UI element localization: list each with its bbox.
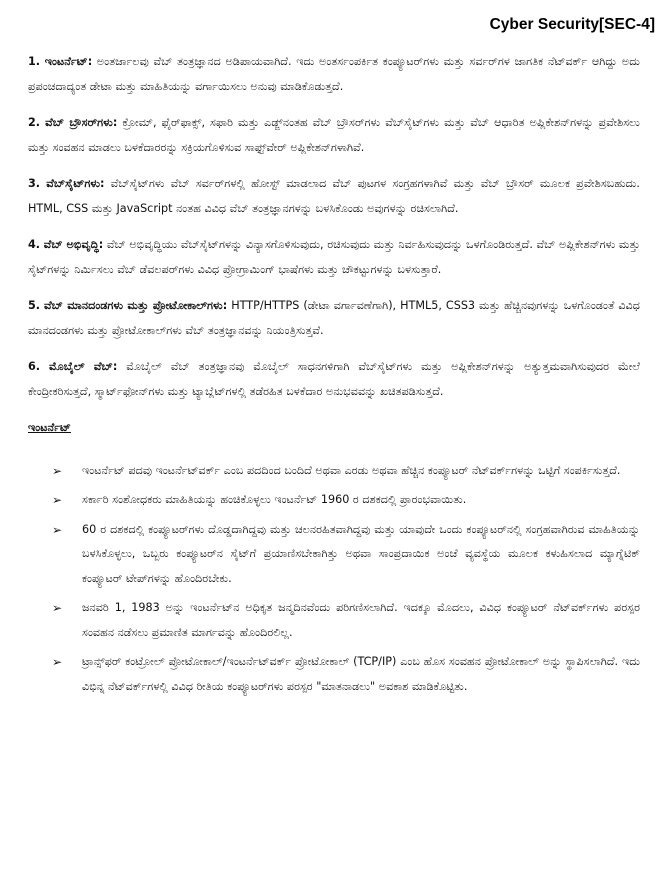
arrowhead-bullet-icon: ➢ xyxy=(52,655,63,669)
paragraph-number: 6. xyxy=(28,360,41,373)
paragraph-term: ವೆಬ್ ಬ್ರೌಸರ್‌ಗಳು: xyxy=(45,116,118,129)
paragraph-web-standards xyxy=(28,294,640,343)
list-item-text: ಜನವರಿ 1, 1983 ಅನ್ನು ಇಂಟರ್ನೆಟ್‌ನ ಅಧಿಕೃತ ಜನ್ಮದಿನವೆಂದು ಪರಿಗಣಿಸಲಾಗಿದೆ. ಇದಕ್ಕೂ ಮೊದಲು, ವಿವಿಧ ಕಂಪ್ಯೂಟರ್ ನೆಟ್‌ವರ್ಕ್‌ಗಳು ಪರಸ್ಪರ ಸಂವಹನ ನಡೆಸಲು ಪ್ರಮಾಣಿತ ಮಾರ್ಗವನ್ನು ಹೊಂದಿರಲಿಲ್ಲ. xyxy=(82,601,640,639)
paragraph-mobile-web xyxy=(28,355,640,404)
paragraph-text: HTTP/HTTPS (ಡೇಟಾ ವರ್ಗಾವಣೆಗಾಗಿ), HTML5, CSS3 ಮತ್ತು ಹೆಚ್ಚಿನವುಗಳನ್ನು ಒಳಗೊಂಡಂತೆ ವಿವಿಧ ಮಾನದಂಡಗಳು ಮತ್ತು ಪ್ರೋಟೋಕಾಲ್‌ಗಳು ವೆಬ್ ತಂತ್ರಜ್ಞಾನವನ್ನು ನಿಯಂತ್ರಿಸುತ್ತವೆ. xyxy=(28,299,640,337)
list-item xyxy=(52,518,640,592)
paragraph-term: ವೆಬ್ ಮಾನದಂಡಗಳು ಮತ್ತು ಪ್ರೋಟೋಕಾಲ್‌ಗಳು: xyxy=(44,299,228,312)
paragraph-number: 3. xyxy=(28,177,41,190)
list-item xyxy=(52,459,640,484)
page-header-title: Cyber Security[SEC-4] xyxy=(489,16,655,33)
arrowhead-bullet-icon: ➢ xyxy=(52,601,63,615)
paragraph-text: ವೆಬ್‌ಸೈಟ್‌ಗಳು ವೆಬ್ ಸರ್ವರ್‌ಗಳಲ್ಲಿ ಹೋಸ್ಟ್ ಮಾಡಲಾದ ವೆಬ್ ಪುಟಗಳ ಸಂಗ್ರಹಗಳಾಗಿವೆ ಮತ್ತು ವೆಬ್ ಬ್ರೌಸರ್ ಮೂಲಕ ಪ್ರವೇಶಿಸಬಹುದು. HTML, CSS ಮತ್ತು JavaScript ನಂತಹ ವಿವಿಧ ವೆಬ್ ತಂತ್ರಜ್ಞಾನಗಳನ್ನು ಬಳಸಿಕೊಂಡು ಅವುಗಳನ್ನು ರಚಿಸಲಾಗಿದೆ. xyxy=(28,177,640,215)
internet-bullet-list xyxy=(28,459,640,700)
list-item-text: 60 ರ ದಶಕದಲ್ಲಿ ಕಂಪ್ಯೂಟರ್‌ಗಳು ದೊಡ್ಡದಾಗಿದ್ದವು ಮತ್ತು ಚಲನರಹಿತವಾಗಿದ್ದವು ಮತ್ತು ಯಾವುದೇ ಒಂದು ಕಂಪ್ಯೂಟರ್‌ನಲ್ಲಿ ಸಂಗ್ರಹವಾಗಿರುವ ಮಾಹಿತಿಯನ್ನು ಬಳಸಿಕೊಳ್ಳಲು, ಒಬ್ಬರು ಕಂಪ್ಯೂಟರ್‌ನ ಸೈಟ್‌ಗೆ ಪ್ರಯಾಣಿಸಬೇಕಾಗಿತ್ತು ಅಥವಾ ಸಾಂಪ್ರದಾಯಿಕ ಅಂಚೆ ವ್ಯವಸ್ಥೆಯ ಮೂಲಕ ಕಳುಹಿಸಲಾದ ಮ್ಯಾಗ್ನೆಟಿಕ್ ಕಂಪ್ಯೂಟರ್ ಟೇಪ್‌ಗಳನ್ನು ಹೊಂದಿರಬೇಕು. xyxy=(82,522,640,585)
paragraph-term: ವೆಬ್‌ಸೈಟ್‌ಗಳು: xyxy=(46,177,105,190)
paragraph-number: 4. xyxy=(28,238,41,251)
paragraph-number: 2. xyxy=(28,116,41,129)
list-item xyxy=(52,596,640,645)
paragraph-term: ಇಂಟರ್ನೆಟ್: xyxy=(44,55,93,68)
paragraph-text: ವೆಬ್ ಅಭಿವೃದ್ಧಿಯು ವೆಬ್‌ಸೈಟ್‌ಗಳನ್ನು ವಿನ್ಯಾಸಗೊಳಿಸುವುದು, ರಚಿಸುವುದು ಮತ್ತು ನಿರ್ವಹಿಸುವುದನ್ನು ಒಳಗೊಂಡಿರುತ್ತದೆ. ವೆಬ್ ಅಪ್ಲಿಕೇಶನ್‌ಗಳು ಮತ್ತು ಸೈಟ್‌ಗಳನ್ನು ನಿರ್ಮಿಸಲು ವೆಬ್ ಡೆವಲಪರ್‌ಗಳು ವಿವಿಧ ಪ್ರೋಗ್ರಾಮಿಂಗ್ ಭಾಷೆಗಳು ಮತ್ತು ಚೌಕಟ್ಟುಗಳನ್ನು ಬಳಸುತ್ತಾರೆ. xyxy=(28,238,640,276)
list-item-text: ಟ್ರಾನ್ಸ್‌ಫರ್ ಕಂಟ್ರೋಲ್ ಪ್ರೋಟೋಕಾಲ್/ಇಂಟರ್ನೆಟ್‌ವರ್ಕ್ ಪ್ರೋಟೋಕಾಲ್ (TCP/IP) ಎಂಬ ಹೊಸ ಸಂವಹನ ಪ್ರೋಟೋಕಾಲ್ ಅನ್ನು ಸ್ಥಾಪಿಸಲಾಗಿದೆ. ಇದು ವಿಭಿನ್ನ ನೆಟ್‌ವರ್ಕ್‌ಗಳಲ್ಲಿ ವಿವಿಧ ರೀತಿಯ ಕಂಪ್ಯೂಟರ್‌ಗಳು ಪರಸ್ಪರ "ಮಾತನಾಡಲು" ಅವಕಾಶ ಮಾಡಿಕೊಟ್ಟಿತು. xyxy=(82,655,640,693)
paragraph-web-browsers xyxy=(28,111,640,160)
paragraph-number: 1. xyxy=(28,55,41,68)
paragraph-term: ವೆಬ್ ಅಭಿವೃದ್ಧಿ: xyxy=(43,238,104,251)
paragraph-websites xyxy=(28,172,640,221)
list-item-text: ಸರ್ಕಾರಿ ಸಂಶೋಧಕರು ಮಾಹಿತಿಯನ್ನು ಹಂಚಿಕೊಳ್ಳಲು ಇಂಟರ್ನೆಟ್ 1960 ರ ದಶಕದಲ್ಲಿ ಪ್ರಾರಂಭವಾಯಿತು. xyxy=(82,493,467,506)
arrowhead-bullet-icon: ➢ xyxy=(52,463,63,478)
paragraph-web-development xyxy=(28,233,640,282)
paragraph-text: ಕ್ರೋಮ್, ಫೈರ್‌ಫಾಕ್ಸ್, ಸಫಾರಿ ಮತ್ತು ಎಡ್ಜ್‌ನಂತಹ ವೆಬ್ ಬ್ರೌಸರ್‌ಗಳು ವೆಬ್‌ಸೈಟ್‌ಗಳು ಮತ್ತು ವೆಬ್ ಆಧಾರಿತ ಅಪ್ಲಿಕೇಶನ್‌ಗಳನ್ನು ಪ್ರವೇಶಿಸಲು ಮತ್ತು ಸಂವಹನ ಮಾಡಲು ಬಳಕೆದಾರರನ್ನು ಸಕ್ರಿಯಗೊಳಿಸುವ ಸಾಫ್ಟ್‌ವೇರ್ ಅಪ್ಲಿಕೇಶನ್‌ಗಳಾಗಿವೆ. xyxy=(28,116,640,154)
paragraph-term: ಮೊಬೈಲ್ ವೆಬ್: xyxy=(49,360,118,373)
paragraph-text: ಅಂತರ್ಜಾಲವು ವೆಬ್ ತಂತ್ರಜ್ಞಾನದ ಅಡಿಪಾಯವಾಗಿದೆ. ಇದು ಅಂತರ್ಸಂಪರ್ಕಿತ ಕಂಪ್ಯೂಟರ್‌ಗಳು ಮತ್ತು ಸರ್ವರ್‌ಗಳ ಜಾಗತಿಕ ನೆಟ್‌ವರ್ಕ್ ಆಗಿದ್ದು ಅದು ಪ್ರಪಂಚದಾದ್ಯಂತ ಡೇಟಾ ಮತ್ತು ಮಾಹಿತಿಯನ್ನು ವರ್ಗಾಯಿಸಲು ಅನುವು ಮಾಡಿಕೊಡುತ್ತದೆ. xyxy=(28,55,640,93)
list-item xyxy=(52,488,640,513)
section-heading-internet: ಇಂಟರ್ನೆಟ್ xyxy=(28,421,71,434)
paragraph-number: 5. xyxy=(28,299,41,312)
document-body xyxy=(28,50,640,704)
paragraph-internet xyxy=(28,50,640,99)
paragraph-text: ಮೊಬೈಲ್ ವೆಬ್ ತಂತ್ರಜ್ಞಾನವು ಮೊಬೈಲ್ ಸಾಧನಗಳಿಗಾಗಿ ವೆಬ್‌ಸೈಟ್‌ಗಳು ಮತ್ತು ಅಪ್ಲಿಕೇಶನ್‌ಗಳನ್ನು ಅತ್ಯುತ್ತಮವಾಗಿಸುವುದರ ಮೇಲೆ ಕೇಂದ್ರೀಕರಿಸುತ್ತದೆ, ಸ್ಮಾರ್ಟ್‌ಫೋನ್‌ಗಳು ಮತ್ತು ಟ್ಯಾಬ್ಲೆಟ್‌ಗಳಲ್ಲಿ ತಡೆರಹಿತ ಬಳಕೆದಾರ ಅನುಭವವನ್ನು ಖಚಿತಪಡಿಸುತ್ತದೆ. xyxy=(28,360,641,398)
list-item-text: ಇಂಟರ್ನೆಟ್ ಪದವು ಇಂಟರ್ನೆಟ್‌ವರ್ಕ್ ಎಂಬ ಪದದಿಂದ ಬಂದಿದೆ ಅಥವಾ ಎರಡು ಅಥವಾ ಹೆಚ್ಚಿನ ಕಂಪ್ಯೂಟರ್ ನೆಟ್‌ವರ್ಕ್‌ಗಳನ್ನು ಒಟ್ಟಿಗೆ ಸಂಪರ್ಕಿಸುತ್ತದೆ. xyxy=(82,463,621,477)
list-item xyxy=(52,650,640,699)
arrowhead-bullet-icon: ➢ xyxy=(52,493,63,507)
arrowhead-bullet-icon: ➢ xyxy=(52,522,63,537)
